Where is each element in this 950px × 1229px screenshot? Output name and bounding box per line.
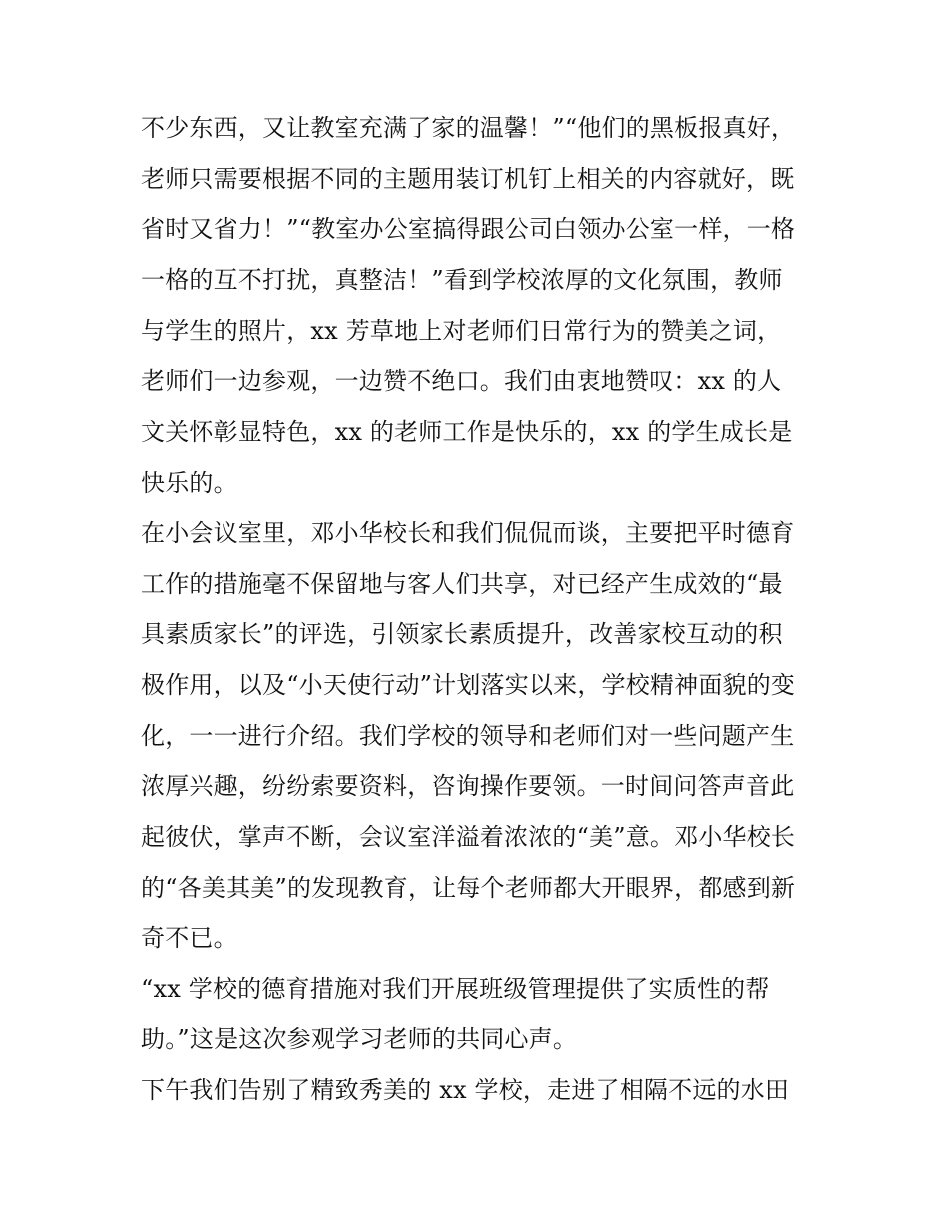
text-line: 省时又省力！”“教室办公室搞得跟公司白领办公室一样，一格 — [141, 215, 796, 243]
text-line: 不少东西，又让教室充满了家的温馨！”“他们的黑板报真好， — [141, 114, 796, 142]
text-line: 化，一一进行介绍。我们学校的领导和老师们对一些问题产生 — [141, 722, 795, 750]
text-line: 具素质家长”的评选，引领家长素质提升，改善家校互动的积 — [141, 620, 783, 648]
text-line: 快乐的。 — [141, 469, 238, 497]
text-line: 在小会议室里，邓小华校长和我们侃侃而谈，主要把平时德育 — [141, 519, 795, 547]
text-line: 老师们一边参观，一边赞不绝口。我们由衷地赞叹：xx 的人 — [141, 367, 782, 395]
text-line: 工作的措施毫不保留地与客人们共享，对已经产生成效的“最 — [141, 570, 783, 598]
text-line: 助。”这是这次参观学习老师的共同心声。 — [141, 1025, 578, 1053]
text-line: 的“各美其美”的发现教育，让每个老师都大开眼界，都感到新 — [141, 874, 796, 902]
text-line: 与学生的照片，xx 芳草地上对老师们日常行为的赞美之词， — [141, 317, 782, 345]
text-line: 浓厚兴趣，纷纷索要资料，咨询操作要领。一时间问答声音此 — [141, 772, 795, 800]
text-line: 起彼伏，掌声不断，会议室洋溢着浓浓的“美”意。邓小华校长 — [141, 823, 796, 851]
text-line: 老师只需要根据不同的主题用装订机钉上相关的内容就好，既 — [141, 165, 795, 193]
text-line: 一格的互不打扰，真整洁！”看到学校浓厚的文化氛围，教师 — [141, 266, 783, 294]
text-line: 极作用，以及“小天使行动”计划落实以来，学校精神面貌的变 — [141, 671, 796, 699]
text-line: 奇不已。 — [141, 924, 238, 952]
text-line: 文关怀彰显特色，xx 的老师工作是快乐的，xx 的学生成长是 — [141, 418, 793, 446]
text-line: 下午我们告别了精致秀美的 xx 学校，走进了相隔不远的水田 — [141, 1076, 790, 1104]
text-line: “xx 学校的德育措施对我们开展班级管理提供了实质性的帮 — [141, 975, 770, 1003]
